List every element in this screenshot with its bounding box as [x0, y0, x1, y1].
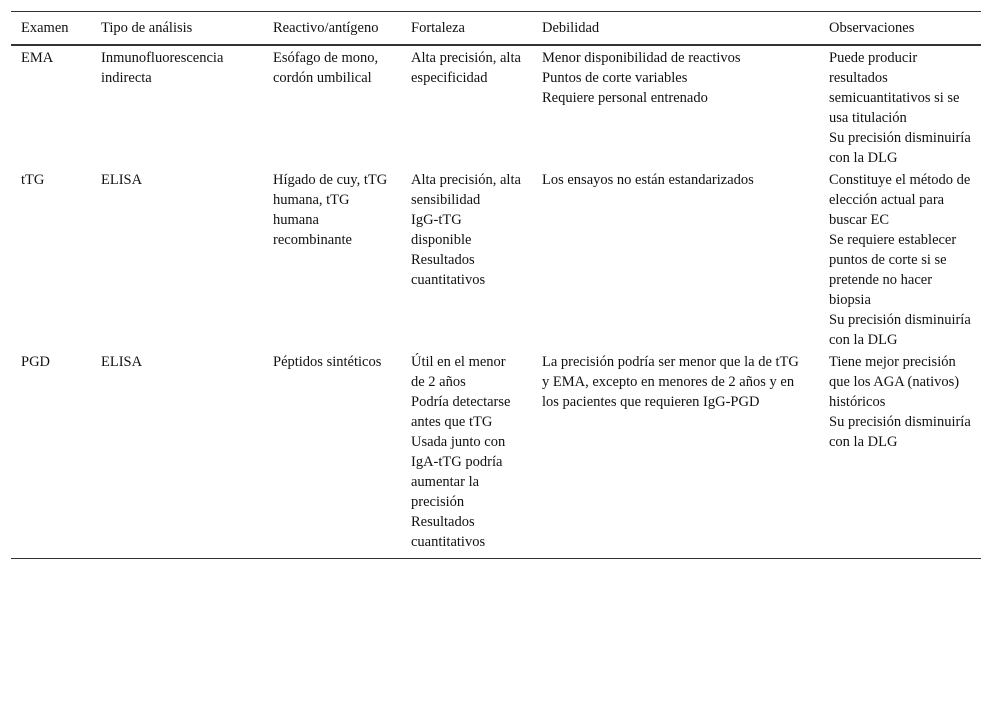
fortaleza-item: Usada junto con IgA-tTG podría aumentar la precisión [411, 434, 506, 510]
observacion-item: Su precisión disminuiría con la DLG [829, 312, 971, 348]
debilidad-item: La precisión podría ser menor que la de tTG y EMA, excepto en menores de 2 años y en los pacientes que requieren IgG-PGD [542, 354, 799, 410]
observacion-item: Constituye el método de elección actual para buscar EC [829, 172, 971, 228]
debilidad-item: Puntos de corte variables [542, 70, 688, 86]
observacion-item: Su precisión disminuiría con la DLG [829, 414, 971, 450]
cell-debilidad [532, 351, 819, 559]
cell-observaciones [819, 169, 981, 351]
cell-tipo-analisis: ELISA [101, 172, 143, 188]
table-row [11, 351, 981, 559]
fortaleza-item: Resultados cuantitativos [411, 514, 486, 550]
cell-debilidad [532, 169, 819, 351]
fortaleza-item: Resultados cuantitativos [411, 252, 486, 288]
cell-reactivo-antigeno: Péptidos sintéticos [263, 351, 401, 559]
observacion-item: Tiene mejor precisión que los AGA (nativos) históricos [829, 354, 960, 410]
comparison-table [11, 11, 981, 559]
cell-tipo-analisis: Inmunofluorescencia indirecta [101, 50, 224, 86]
fortaleza-item: Alta precisión, alta sensibilidad [411, 172, 521, 208]
header-reactivo-antigeno: Reactivo/antígeno [263, 12, 401, 46]
cell-fortaleza [401, 351, 532, 559]
header-examen: Examen [11, 12, 91, 46]
cell-debilidad [532, 45, 819, 169]
cell-examen: EMA [21, 50, 54, 66]
table-row [11, 169, 981, 351]
cell-observaciones [819, 351, 981, 559]
fortaleza-item: Útil en el menor de 2 años [411, 354, 506, 390]
cell-observaciones [819, 45, 981, 169]
cell-reactivo-antigeno: Esófago de mono, cordón umbilical [273, 50, 379, 86]
fortaleza-item: Podría detectarse antes que tTG [411, 394, 511, 430]
debilidad-item: Menor disponibilidad de reactivos [542, 50, 741, 66]
header-fortaleza: Fortaleza [401, 12, 532, 46]
table-row [11, 45, 981, 169]
observacion-item: Se requiere establecer puntos de corte si se pretende no hacer biopsia [829, 232, 957, 308]
observacion-item: Su precisión disminuiría con la DLG [829, 130, 971, 166]
debilidad-item: Los ensayos no están estandarizados [542, 172, 754, 188]
table-header-row [11, 12, 981, 46]
header-observaciones: Observaciones [819, 12, 981, 46]
cell-fortaleza [401, 45, 532, 169]
fortaleza-item: Alta precisión, alta especificidad [411, 50, 521, 86]
fortaleza-item: IgG-tTG disponible [411, 212, 472, 248]
cell-examen: PGD [11, 351, 91, 559]
header-debilidad: Debilidad [532, 12, 819, 46]
header-tipo-analisis: Tipo de análisis [91, 12, 263, 46]
cell-tipo-analisis: ELISA [91, 351, 263, 559]
cell-reactivo-antigeno: Hígado de cuy, tTG humana, tTG humana recombinante [273, 172, 388, 248]
debilidad-item: Requiere personal entrenado [542, 90, 708, 106]
cell-fortaleza [401, 169, 532, 351]
observacion-item: Puede producir resultados semicuantitativos si se usa titulación [829, 50, 960, 126]
cell-examen: tTG [21, 172, 45, 188]
